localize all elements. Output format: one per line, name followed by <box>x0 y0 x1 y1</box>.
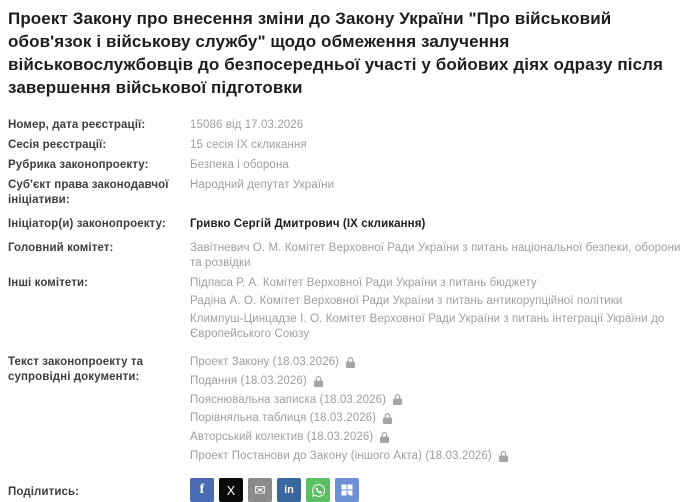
document-link[interactable]: Подання (18.03.2026) <box>190 374 307 387</box>
lock-icon <box>498 450 509 463</box>
linkedin-icon: in <box>284 484 294 497</box>
field-label: Суб'єкт права законодавчої ініціативи: <box>8 179 169 207</box>
field-label: Поділитись: <box>8 486 80 499</box>
document-link[interactable]: Проект Закону (18.03.2026) <box>190 355 340 368</box>
committee-item: Підпаса Р. А. Комітет Верховної Ради України з питань бюджету <box>190 276 537 289</box>
facebook-icon: f <box>199 482 205 498</box>
field-label: Головний комітет: <box>8 242 114 255</box>
session-value: 15 сесія IX скликання <box>190 139 307 152</box>
lock-icon <box>382 412 393 425</box>
field-label: Інші комітети: <box>8 276 89 289</box>
share-email-button[interactable] <box>248 478 272 502</box>
x-twitter-icon: X <box>226 482 236 498</box>
share-more-button[interactable] <box>335 478 359 502</box>
subject-value: Народний депутат України <box>190 179 335 192</box>
field-label: Номер, дата реєстрації: <box>8 119 146 132</box>
field-label: Текст законопроекту та супровідні документи: <box>8 355 144 383</box>
document-item <box>190 355 690 370</box>
row-main-committee <box>8 241 690 271</box>
document-link[interactable]: Порівняльна таблиця (18.03.2026) <box>190 412 377 425</box>
rubric-value: Безпека і оборона <box>190 159 289 172</box>
row-registration <box>8 118 690 133</box>
row-documents <box>8 355 690 469</box>
document-link[interactable]: Проект Постанови до Закону (іншого Акта) (18.03.2026) <box>190 450 492 463</box>
row-initiator <box>8 217 690 232</box>
field-label: Рубрика законопроекту: <box>8 159 149 172</box>
document-item <box>190 393 690 408</box>
documents-list <box>190 355 690 469</box>
document-item <box>190 374 690 389</box>
lock-icon <box>392 393 403 406</box>
document-link[interactable]: Пояснювальна записка (18.03.2026) <box>190 393 387 406</box>
lock-icon <box>345 356 356 369</box>
document-link[interactable]: Авторський колектив (18.03.2026) <box>190 431 374 444</box>
bill-fields <box>8 118 690 502</box>
share-buttons <box>190 478 690 502</box>
share-linkedin-button[interactable] <box>277 478 301 502</box>
row-other-committees <box>8 276 690 346</box>
lock-icon <box>313 375 324 388</box>
row-rubric <box>8 158 690 173</box>
share-x-button[interactable] <box>219 478 243 502</box>
document-item <box>190 411 690 426</box>
share-grid-icon <box>340 483 354 497</box>
field-label: Сесія реєстрації: <box>8 139 107 152</box>
committee-item: Климпуш-Цинцадзе І. О. Комітет Верховної Ради України з питань інтеграції України до Європейського Союзу <box>190 313 665 341</box>
share-whatsapp-button[interactable] <box>306 478 330 502</box>
initiator-link[interactable]: Гривко Сергій Дмитрович (ІХ скликання) <box>190 218 426 231</box>
document-item <box>190 449 690 464</box>
row-subject <box>8 178 690 208</box>
field-label: Ініціатор(и) законопроекту: <box>8 218 166 231</box>
row-share <box>8 478 690 502</box>
registration-value: 15086 від 17.03.2026 <box>190 119 304 132</box>
share-facebook-button[interactable] <box>190 478 214 502</box>
bill-title: Проект Закону про внесення зміни до Закону України "Про військовий обов'язок і військову службу" щодо обмеження залучення військовослужбовців до безпосередньої участі у бойових діях одразу після завершення військової підготовки <box>8 9 664 98</box>
row-session <box>8 138 690 153</box>
main-committee-value: Завітневич О. М. Комітет Верховної Ради України з питань національної безпеки, оборони та розвідки <box>190 242 681 269</box>
email-envelope-icon: ✉ <box>254 482 266 499</box>
committee-item: Радіна А. О. Комітет Верховної Ради України з питань антикорупційної політики <box>190 295 623 308</box>
whatsapp-icon <box>311 483 326 498</box>
